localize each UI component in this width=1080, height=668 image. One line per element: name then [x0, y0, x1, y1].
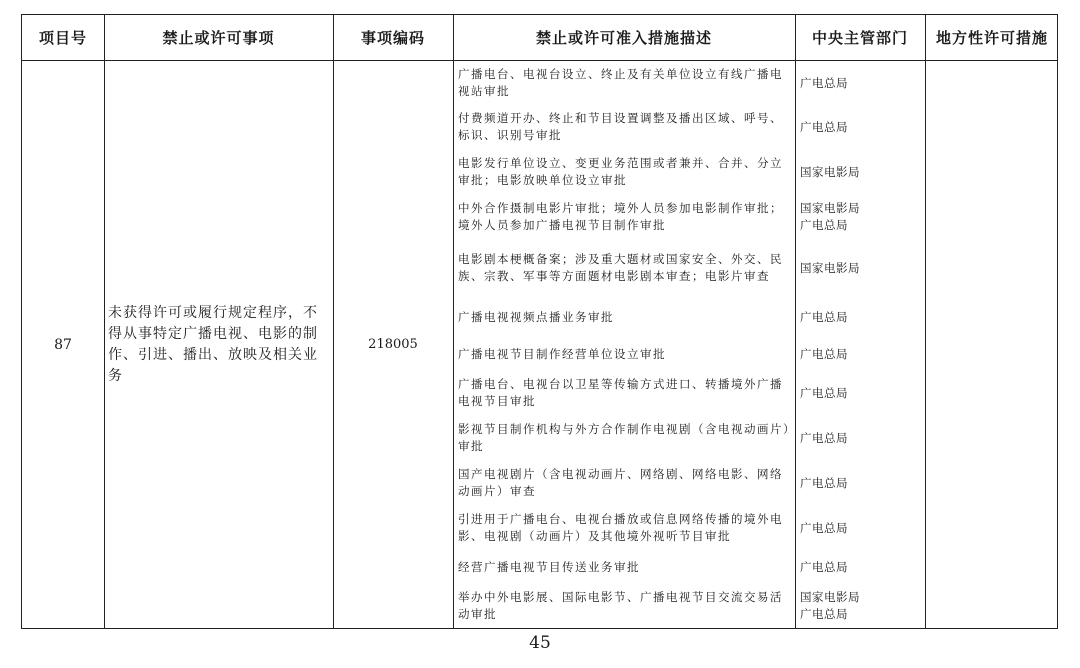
measure-desc: 影视节目制作机构与外方合作制作电视剧（含电视动画片）审批: [458, 422, 791, 453]
header-item: 禁止或许可事项: [162, 28, 275, 47]
header-item-no: 项目号: [38, 28, 87, 47]
measure-desc: 广播电视视频点播业务审批: [458, 309, 614, 324]
header-measures: 禁止或许可准入措施描述: [535, 28, 712, 47]
measure-desc: 电影剧本梗概备案；涉及重大题材或国家安全、外交、民族、宗教、军事等方面题材电影剧本审查；电影片审查: [458, 252, 783, 283]
page-number: 45: [529, 633, 551, 653]
measure-dept: 广电总局: [800, 475, 848, 490]
measure-dept: 广电总局: [800, 520, 848, 535]
permit-table: [21, 14, 1058, 629]
measure-desc: 引进用于广播电台、电视台播放或信息网络传播的境外电影、电视剧（动画片）及其他境外视听节目审批: [458, 512, 783, 543]
local-measures-cell: [925, 61, 1059, 628]
measure-dept: 广电总局: [800, 346, 848, 361]
measure-dept: 广电总局: [800, 430, 848, 445]
header-department: 中央主管部门: [811, 28, 908, 47]
measure-desc: 付费频道开办、终止和节目设置调整及播出区域、呼号、标识、识别号审批: [458, 111, 783, 142]
item-number: 87: [54, 336, 72, 353]
measure-dept: 广电总局: [800, 309, 848, 324]
item-description-text: 未获得许可或履行规定程序，不得从事特定广播电视、电影的制作、引进、播出、放映及相关业务: [108, 304, 318, 384]
measure-dept: 国家电影局: [800, 260, 860, 275]
measure-desc: 广播电台、电视台以卫星等传输方式进口、转播境外广播电视节目审批: [458, 377, 783, 408]
header-code: 事项编码: [360, 28, 425, 47]
department-column: [795, 61, 925, 628]
item-description: [104, 61, 333, 628]
measure-dept: 国家电影局 广电总局: [800, 590, 860, 621]
measure-dept: 国家电影局: [800, 164, 860, 179]
measures-column: [453, 61, 795, 628]
measure-dept: 广电总局: [800, 119, 848, 134]
measure-desc: 广播电台、电视台设立、终止及有关单位设立有线广播电视站审批: [458, 67, 783, 98]
measure-desc: 广播电视节目制作经营单位设立审批: [458, 346, 666, 361]
measure-desc: 电影发行单位设立、变更业务范围或者兼并、合并、分立审批；电影放映单位设立审批: [458, 156, 783, 187]
measure-dept: 国家电影局 广电总局: [800, 201, 860, 232]
table-header: [22, 15, 1057, 61]
measure-desc: 中外合作摄制电影片审批；境外人员参加电影制作审批；境外人员参加广播电视节目制作审批: [458, 201, 783, 232]
measure-desc: 举办中外电影展、国际电影节、广播电视节目交流交易活动审批: [458, 590, 783, 621]
measure-desc: 国产电视剧片（含电视动画片、网络剧、网络电影、网络动画片）审查: [458, 467, 783, 498]
measure-desc: 经营广播电视节目传送业务审批: [458, 559, 640, 574]
measure-dept: 广电总局: [800, 559, 848, 574]
header-local-measures: 地方性许可措施: [935, 28, 1048, 47]
measure-dept: 广电总局: [800, 385, 848, 400]
measure-dept: 广电总局: [800, 75, 848, 90]
item-code: 218005: [368, 337, 418, 352]
